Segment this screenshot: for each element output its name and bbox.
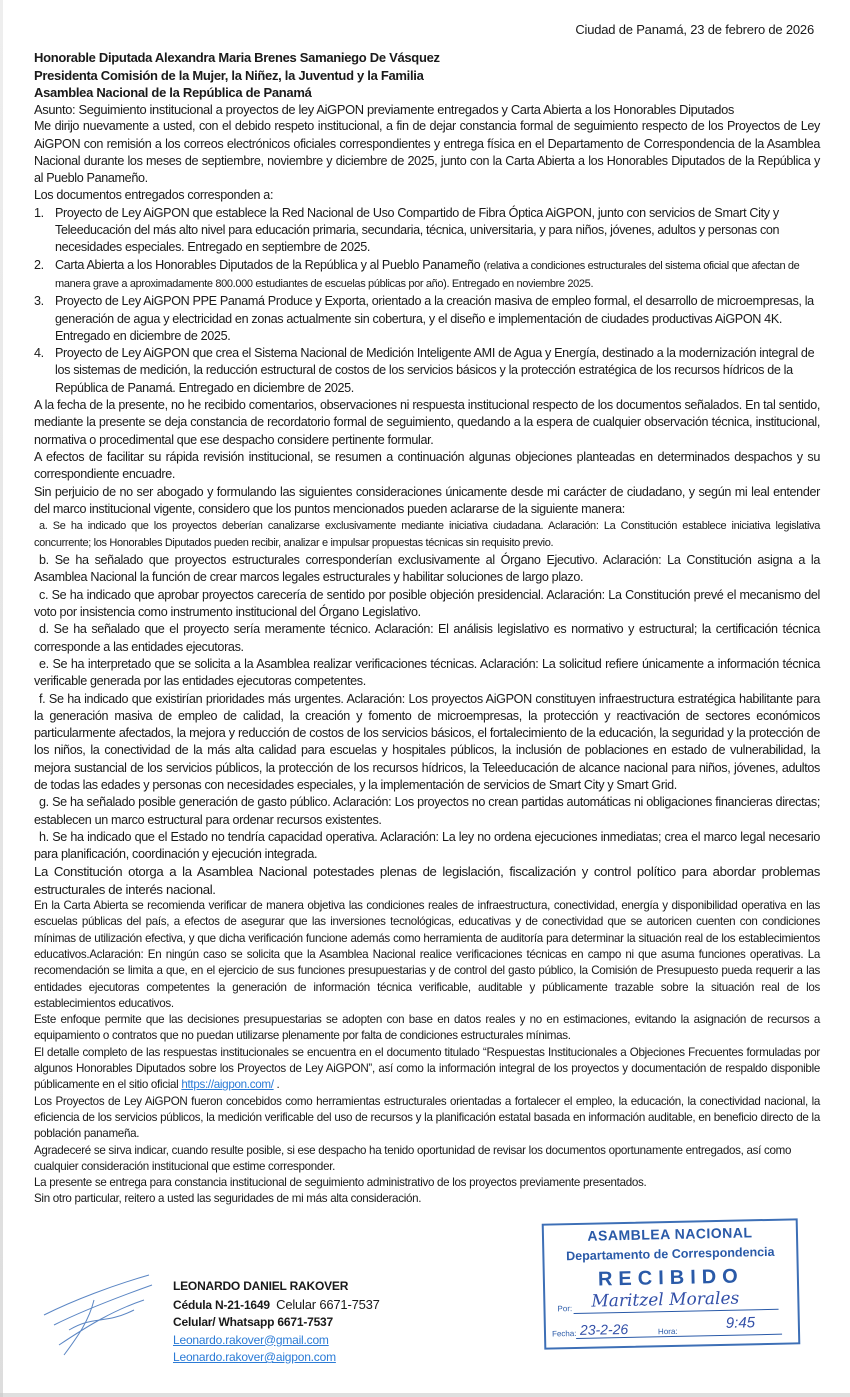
document-item [34,345,820,397]
objection-text: Se ha indicado que los proyectos deberían canalizarse exclusivamente mediante iniciativa ciudadana. Aclaración: La Constitución establece iniciativa legislativa concurrente; los Honorables Diputados pueden recibir, analizar e impulsar propuestas técnicas sin requisito previo. [34,520,820,550]
objection-text: Se ha indicado que aprobar proyectos carecería de sentido por posible objeción presidencial. Aclaración: La Constitución prevé el mecanismo del voto por insistencia como instrumento institucional del Órgano Legislativo. [34,587,820,620]
document-number: 3. [34,294,44,309]
stamp-received: RECIBIDO [597,1265,744,1291]
agradecere-paragraph: Agradeceré se sirva indicar, cuando resulte posible, si ese despacho ha tenido oportunidad de revisar los documentos oportunamente entregados, así como cualquier consideración institucional que estime corresponder. [34,1143,792,1173]
stamp-por-value: Maritzel Morales [591,1288,740,1312]
scan-edge [0,0,3,1397]
document-note: (relativa a condiciones estructurales del sistema oficial que afectan de manera grave a aproximadamente 800.000 estudiantes de escuelas públicas por año). Entregado en noviembre 2025. [55,259,800,290]
objection-letter: f. [39,691,46,706]
objection-item [34,691,820,795]
closing-paragraph: Sin otro particular, reitero a usted las seguridades de mi más alta consideración. [34,1192,422,1206]
objection-text: Se ha señalado que el proyecto sería meramente técnico. Aclaración: El análisis legislativo es normativo y estructural; la certificación técnica corresponde a las entidades ejecutoras. [34,622,820,654]
objection-letter: h. [39,829,49,844]
letter-body [34,101,820,1208]
stamp-por-label: Por: [557,1304,573,1314]
detalle-text: El detalle completo de las respuestas institucionales se encuentra en el documento titulado “Respuestas Institucionales a Objeciones Frecuentes formuladas por algunos Honorables Diputados sobre los Proyectos de Ley AiGPON”, así como la información integral de los proyectos y documentación de respaldo disponible públicamente en el sitio oficial [34,1045,820,1092]
objections-list [34,518,820,863]
signer-celular: Celular 6671-7537 [276,1296,380,1312]
document-number: 1. [34,205,44,220]
document-text: Proyecto de Ley AiGPON que establece la Red Nacional de Uso Compartido de Fibra Óptica AiGPON, junto con servicios de Smart City y Teleeducación del más alto nivel para educación primaria, secundaria, técnica, universitaria, y para niños, jóvenes, adultos y personas con necesidades especiales. Entregado en septiembre de 2025. [55,205,780,255]
stamp-institution: ASAMBLEA NACIONAL [587,1224,753,1244]
signer-name: LEONARDO DANIEL RAKOVER [173,1279,349,1293]
document-text: Proyecto de Ley AiGPON que crea el Sistema Nacional de Medición Inteligente AMI de Agua y Energía, destinado a la modernización integral de los sistemas de medición, la reducción estructural de costos de los servicios básicos y la protección estratégica de los recursos hídricos de la República de Panamá. Entregado en diciembre de 2025. [55,346,815,395]
objection-text: Se ha indicado que existirían prioridades más urgentes. Aclaración: Los proyectos AiGPON constituyen infraestructura estratégica habilitante para la generación masiva de empleo de calidad, la creación y fomento de microempresas, la protección y reactivación de sectores económicos particularmente afectados, la mejora y reducción de costos de los servicios básicos, el fortalecimiento de la educación, la seguridad y la protección de los niños, la conectividad de la más alta calidad para escuelas y hospitales públicos, la inclusión de poblaciones en estado de vulnerabilidad, la mejora sustancial de los servicios públicos, la protección de los recursos hídricos, la Teleeducación de alcance nacional para niños, jóvenes, adultos de todas las edades y personas con necesidades especiales, y la implementación de servicios de Smart City y Smart Grid. [34,691,820,792]
objection-text: Se ha señalado que proyectos estructurales corresponderían exclusivamente al Órgano Ejecutivo. Aclaración: La Constitución asigna a la Asamblea Nacional la función de crear marcos legales estructurales y habilitar soluciones de largo plazo. [34,553,820,585]
letter-date: Ciudad de Panamá, 23 de febrero de 2026 [575,22,814,37]
objection-item [34,829,820,864]
objection-item [34,794,820,829]
constitution-paragraph: La Constitución otorga a la Asamblea Nacional potestades plenas de legislación, fiscalización y control político para abordar problemas estructurales de interés nacional. [34,864,820,897]
stamp-hora-value: 9:45 [725,1314,756,1332]
disclaimer-paragraph: Sin perjuicio de no ser abogado y formulando las siguientes consideraciones únicamente desde mi carácter de ciudadano, y según mi leal entender del marco institucional vigente, considero que los puntos mencionados pueden aclararse de la siguiente manera: [34,484,820,516]
no-response-paragraph: A la fecha de la presente, no he recibido comentarios, observaciones ni respuesta institucional respecto de los documentos señalados. En tal sentido, mediante la presente se deja constancia de recordatorio formal de seguimiento, quedando a la espera de cualquier observación técnica, institucional, normativa o procedimental que ese despacho considere pertinente formular. [34,398,820,447]
addressee-name: Honorable Diputada Alexandra Maria Brenes Samaniego De Vásquez [34,50,440,65]
concebidos-paragraph: Los Proyectos de Ley AiGPON fueron concebidos como herramientas estructurales orientadas a fortalecer el empleo, la educación, la conectividad nacional, la eficiencia de los servicios públicos, la medición verificable del uso de recursos y la planificación estatal basada en información auditable, en beneficio directo de la población panameña. [34,1094,820,1141]
objection-item [34,656,820,691]
stamp-department: Departamento de Correspondencia [566,1244,775,1264]
document-item [34,293,820,345]
signer-id-line [173,1296,380,1315]
objection-item [34,621,820,656]
stamp-hora-label: Hora: [657,1326,678,1337]
objection-text: Se ha interpretado que se solicita a la Asamblea realizar verificaciones técnicas. Aclaración: La solicitud refiere únicamente a información técnica verificable generada por las entidades ejecutoras competentes. [34,656,820,689]
documents-intro: Los documentos entregados corresponden a: [34,188,274,203]
stamp-fecha-label: Fecha: [551,1328,577,1339]
document-item [34,205,820,257]
objection-item [34,518,820,552]
detalle-end: . [273,1078,280,1092]
objection-item [34,552,820,587]
signer-cedula: Cédula N-21-1649 [173,1297,270,1312]
objection-letter: c. [39,587,49,602]
document-item [34,257,820,294]
carta-abierta-paragraph: En la Carta Abierta se recomienda verificar de manera objetiva las condiciones reales de infraestructura, conectividad, energía y disponibilidad operativa en las escuelas públicas del país, a efectos de asegurar que las inversiones tecnológicas, educativas y de conectividad que se autoricen cuenten con condiciones mínimas de utilización efectiva, y que dicha verificación funcione además como herramienta de auditoría para determinar la situación real de los establecimientos educativos.Aclaración: En ningún caso se solicita que la Asamblea Nacional realice verificaciones técnicas en campo ni que asuma funciones operativas. La recomendación se limita a que, en el ejercicio de sus funciones presupuestarias y de control del gasto público, la Comisión de Presupuesto pueda requerir a las entidades ejecutoras competentes la generación de información técnica verificable, auditable y públicamente trazable sobre la situación real de los establecimientos educativos. [34,899,820,1010]
document-number: 2. [34,257,44,272]
objection-item [34,587,820,622]
scan-bottom-edge [0,1393,850,1397]
presente-paragraph: La presente se entrega para constancia institucional de seguimiento administrativo de los proyectos previamente presentados. [34,1176,647,1190]
objection-letter: a. [39,520,48,533]
objection-text: Se ha indicado que el Estado no tendría capacidad operativa. Aclaración: La ley no ordena ejecuciones inmediatas; crea el marco legal necesario para planificación, coordinación y ejecución integrada. [34,829,820,862]
stamp-fecha-value: 23-2-26 [579,1320,629,1338]
intro-paragraph: Me dirijo nuevamente a usted, con el debido respeto institucional, a fin de dejar constancia formal de seguimiento respecto de los Proyectos de Ley AiGPON con remisión a los correos electrónicos oficiales correspondientes y entrega física en el Departamento de Correspondencia de la Asamblea Nacional durante los meses de septiembre, noviembre y diciembre de 2025, junto con la Carta Abierta a los Honorables Diputados de la República y al Pueblo Panameño. [34,119,820,186]
handwritten-signature [34,1270,154,1365]
document-text: Proyecto de Ley AiGPON PPE Panamá Produce y Exporta, orientado a la creación masiva de empleo formal, el desarrollo de microempresas, la generación de agua y electricidad en zonas actualmente sin cobertura, y el diseño e implementación de ciudades productivas AiGPON 4K. Entregado en diciembre de 2025. [55,294,814,343]
documents-list [34,205,820,397]
signature-block [173,1278,380,1367]
document-text: Carta Abierta a los Honorables Diputados de la República y al Pueblo Panameño [55,257,481,272]
objection-letter: e. [39,656,49,671]
subject-line: Asunto: Seguimiento institucional a proyectos de ley AiGPON previamente entregados y Carta Abierta a los Honorables Diputados [34,102,735,117]
addressee-position: Presidenta Comisión de la Mujer, la Niñez, la Juventud y la Familia [34,67,424,83]
objection-letter: g. [39,795,49,810]
objection-letter: d. [39,622,49,637]
document-number: 4. [34,346,44,361]
website-link[interactable]: https://aigpon.com/ [181,1078,274,1092]
addressee-block [34,49,440,102]
addressee-institution: Asamblea Nacional de la República de Panamá [34,85,312,100]
received-stamp [542,1218,801,1349]
email-link-aigpon[interactable]: Leonardo.rakover@aigpon.com [173,1350,336,1364]
email-link-gmail[interactable]: Leonardo.rakover@gmail.com [173,1332,329,1347]
enfoque-paragraph: Este enfoque permite que las decisiones presupuestarias se adopten con base en datos reales y no en estimaciones, evitando la asignación de recursos a equipamiento o contratos que no puedan utilizarse plenamente por falta de condiciones estructurales mínimas. [34,1013,820,1043]
signer-whatsapp: Celular/ Whatsapp 6671-7537 [173,1315,334,1329]
objection-letter: b. [39,553,49,568]
objection-text: Se ha señalado posible generación de gasto público. Aclaración: Los proyectos no crean partidas automáticas ni obligaciones financieras directas; establecen un marco estructural para ordenar recursos existentes. [34,795,820,827]
summary-paragraph: A efectos de facilitar su rápida revisión institucional, se resumen a continuación algunas objeciones planteadas en determinados despachos y su correspondiente encuadre. [34,449,820,482]
detalle-paragraph [34,1045,820,1094]
